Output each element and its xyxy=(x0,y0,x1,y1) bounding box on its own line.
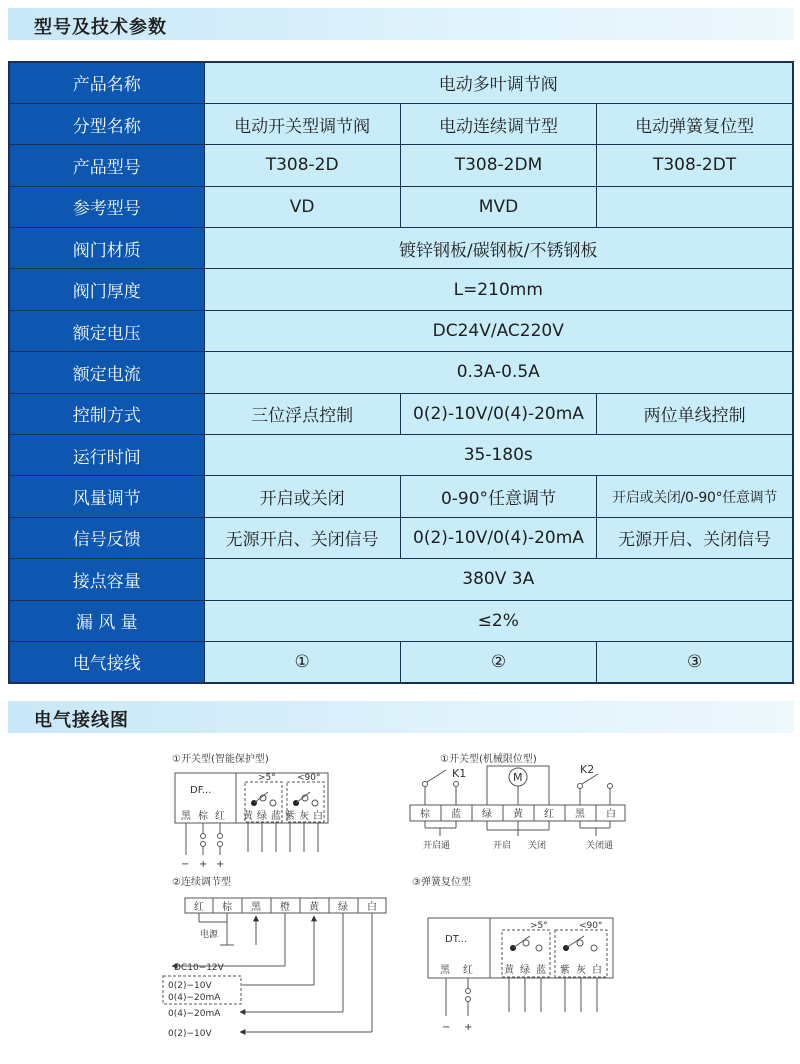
d2-caption: 关闭通 xyxy=(586,841,614,851)
d2-term-label: 黄 xyxy=(513,809,523,820)
d4-wire-label: 黑 xyxy=(440,965,450,976)
cell: 0(2)-10V/0(4)-20mA xyxy=(400,517,596,558)
cell: 开启或关闭 xyxy=(204,476,400,517)
row-label: 漏 风 量 xyxy=(9,600,204,641)
d1-switch1-label: >5° xyxy=(258,773,276,783)
d2-term-label: 白 xyxy=(606,809,616,820)
cell: T308-2DT xyxy=(597,145,793,186)
cell: ③ xyxy=(597,641,793,682)
cell: 电动开关型调节阀 xyxy=(204,103,400,144)
d4-term-label: 黄 xyxy=(504,965,514,976)
cell: 电动连续调节型 xyxy=(400,103,596,144)
cell: 开启或关闭/0-90°任意调节 xyxy=(597,476,793,517)
d1-sign: − xyxy=(181,859,190,870)
table-row xyxy=(9,186,793,227)
d4-term-label: 白 xyxy=(592,965,602,976)
d1-box-label: DF... xyxy=(190,785,212,796)
wiring-diagrams xyxy=(0,740,800,1064)
d4-term-label: 灰 xyxy=(576,965,586,976)
d3-term-label: 黑 xyxy=(251,902,261,913)
table-row xyxy=(9,435,793,476)
d3-term-label: 棕 xyxy=(222,902,232,913)
row-label: 阀门厚度 xyxy=(9,269,204,310)
d4-switch1-label: >5° xyxy=(530,921,548,931)
d2-caption: 开启 xyxy=(493,841,512,851)
d2-k1-label: K1 xyxy=(452,767,467,780)
d4-switch2-label: <90° xyxy=(579,921,603,931)
d3-term-label: 橙 xyxy=(280,902,290,913)
d4-term-label: 绿 xyxy=(520,965,530,976)
cell: VD xyxy=(204,186,400,227)
cell: 镀锌钢板/碳钢板/不锈钢板 xyxy=(204,228,793,269)
table-row xyxy=(9,145,793,186)
table-row xyxy=(9,269,793,310)
d3-term-label: 白 xyxy=(367,902,377,913)
row-label: 分型名称 xyxy=(9,103,204,144)
table-row xyxy=(9,62,793,103)
d3-signal-label: 0(2)−10V xyxy=(168,1029,212,1039)
row-label: 风量调节 xyxy=(9,476,204,517)
d1-term-label: 绿 xyxy=(257,811,267,822)
d3-term-label: 绿 xyxy=(338,902,348,913)
d1-sign: + xyxy=(199,859,208,870)
d3-signal-label: 0(4)−20mA xyxy=(168,993,221,1003)
table-row xyxy=(9,352,793,393)
spec-section-header xyxy=(8,8,794,40)
row-label: 阀门材质 xyxy=(9,228,204,269)
wiring-section-title: 电气接线图 xyxy=(34,710,129,731)
d1-switch2-label: <90° xyxy=(297,773,321,783)
d4-term-label: 紫 xyxy=(560,965,570,976)
d3-term-label: 黄 xyxy=(309,902,319,913)
d2-term-label: 黑 xyxy=(575,809,585,820)
spec-section-title: 型号及技术参数 xyxy=(34,17,167,38)
d1-wire-label: 黑 xyxy=(181,811,191,822)
d1-title: ①开关型(智能保护型) xyxy=(172,754,269,765)
row-label: 产品名称 xyxy=(9,62,204,103)
table-row xyxy=(9,559,793,600)
d2-motor-label: M xyxy=(513,771,523,784)
d4-wire-label: 红 xyxy=(463,965,473,976)
table-row xyxy=(9,103,793,144)
d1-term-label: 黄 xyxy=(243,811,253,822)
d1-term-label: 蓝 xyxy=(271,811,281,822)
d1-wire-label: 棕 xyxy=(198,811,208,822)
cell: ≤2% xyxy=(204,600,793,641)
cell: 0.3A-0.5A xyxy=(204,352,793,393)
table-row xyxy=(9,641,793,682)
table-row xyxy=(9,228,793,269)
row-label: 参考型号 xyxy=(9,186,204,227)
d4-sign: − xyxy=(442,1022,451,1033)
cell: 两位单线控制 xyxy=(597,393,793,434)
row-label: 接点容量 xyxy=(9,559,204,600)
cell: 0-90°任意调节 xyxy=(400,476,596,517)
row-label: 产品型号 xyxy=(9,145,204,186)
d1-term-label: 紫 xyxy=(285,811,295,822)
cell: ① xyxy=(204,641,400,682)
d2-k2-label: K2 xyxy=(580,763,595,776)
cell xyxy=(597,186,793,227)
d4-sign: + xyxy=(464,1022,473,1033)
cell: MVD xyxy=(400,186,596,227)
d3-signal-label: 0(2)−10V xyxy=(168,981,212,991)
d1-sign: + xyxy=(216,859,225,870)
table-row xyxy=(9,393,793,434)
d1-term-label: 白 xyxy=(313,811,323,822)
d2-term-label: 红 xyxy=(544,809,554,820)
row-label: 额定电压 xyxy=(9,310,204,351)
cell: 无源开启、关闭信号 xyxy=(597,517,793,558)
d4-term-label: 蓝 xyxy=(536,965,546,976)
cell: L=210mm xyxy=(204,269,793,310)
wiring-section-header xyxy=(8,701,794,733)
d3-power-label: 电源 xyxy=(200,930,219,940)
table-row xyxy=(9,476,793,517)
d3-term-label: 红 xyxy=(194,902,204,913)
row-label: 额定电流 xyxy=(9,352,204,393)
d2-title: ①开关型(机械限位型) xyxy=(440,754,537,765)
cell: 电动弹簧复位型 xyxy=(597,103,793,144)
cell: 无源开启、关闭信号 xyxy=(204,517,400,558)
d3-signal-label: 0(4)−20mA xyxy=(168,1009,221,1019)
row-label: 运行时间 xyxy=(9,435,204,476)
row-label: 电气接线 xyxy=(9,641,204,682)
row-label: 控制方式 xyxy=(9,393,204,434)
d2-term-label: 棕 xyxy=(420,809,430,820)
cell: 35-180s xyxy=(204,435,793,476)
table-row xyxy=(9,517,793,558)
spec-table xyxy=(8,61,794,684)
cell: DC24V/AC220V xyxy=(204,310,793,351)
d2-term-label: 蓝 xyxy=(451,809,461,820)
d4-title: ③弹簧复位型 xyxy=(412,877,471,888)
wiring-diagram-canvas xyxy=(0,740,800,1064)
cell: T308-2D xyxy=(204,145,400,186)
cell: 0(2)-10V/0(4)-20mA xyxy=(400,393,596,434)
d2-caption: 开启通 xyxy=(423,841,451,851)
d3-signal-label: DC10−12V xyxy=(174,963,224,973)
cell: 380V 3A xyxy=(204,559,793,600)
cell: ② xyxy=(400,641,596,682)
cell: T308-2DM xyxy=(400,145,596,186)
d2-caption: 关闭 xyxy=(528,841,547,851)
table-row xyxy=(9,600,793,641)
d1-term-label: 灰 xyxy=(299,811,309,822)
table-row xyxy=(9,310,793,351)
row-label: 信号反馈 xyxy=(9,517,204,558)
d3-title: ②连续调节型 xyxy=(172,877,231,888)
cell: 三位浮点控制 xyxy=(204,393,400,434)
d1-wire-label: 红 xyxy=(215,811,225,822)
d4-box-label: DT... xyxy=(445,934,468,945)
cell: 电动多叶调节阀 xyxy=(204,62,793,103)
d2-term-label: 绿 xyxy=(482,809,492,820)
